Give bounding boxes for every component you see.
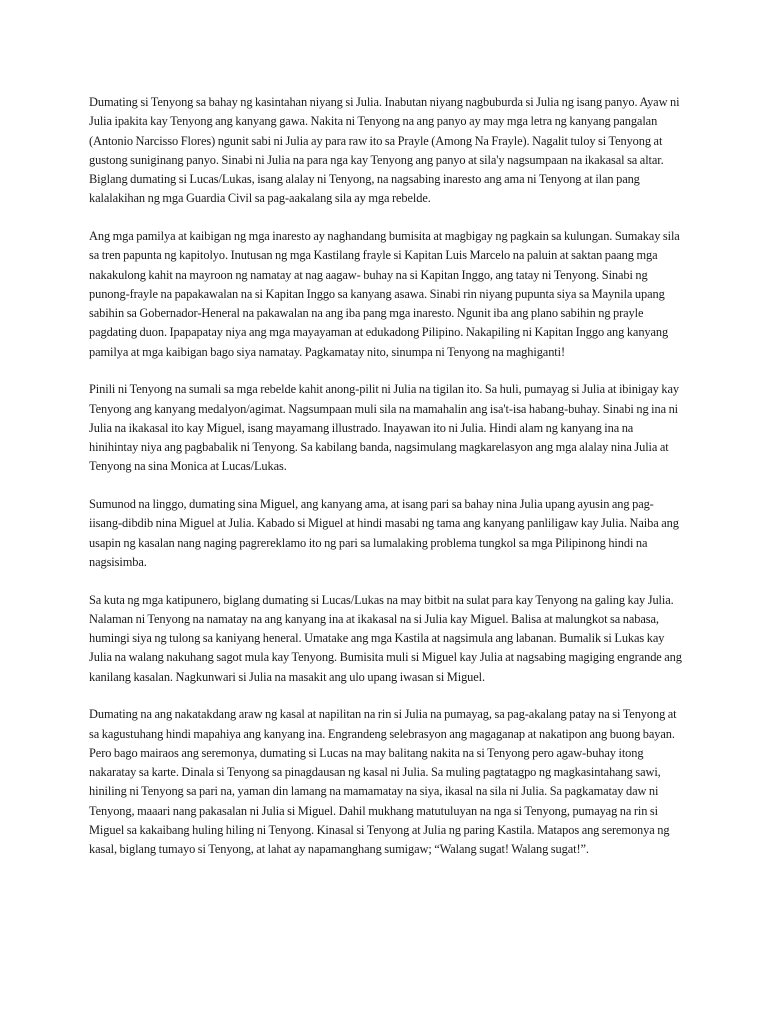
paragraph-6: Dumating na ang nakatakdang araw ng kasal at napilitan na rin si Julia na pumayag, sa pag-akalang patay na si Tenyong at sa kagustuhang hindi mapahiya ang kanyang ina. Engrandeng selebrasyon ang magaganap at nakatipon ang buong bayan. Pero bago mairaos ang seremonya, dumating si Lucas na may balitang nakita na si Tenyong pero agaw-buhay itong nakaratay sa karte. Dinala si Tenyong sa pinagdausan ng kasal ni Julia. Sa muling pagtatagpo ng magkasintahang sawi, hiniling ni Tenyong sa pari na, yaman din lamang na mamamatay na siya, ikasal na sila ni Julia. Sa pagkamatay daw ni Tenyong, maaari nang pakasalan ni Julia si Miguel. Dahil mukhang matutuluyan na nga si Tenyong, pumayag na rin si Miguel sa kakaibang huling hiling ni Tenyong. Kinasal si Tenyong at Julia ng paring Kastila. Matapos ang seremonya ng kasal, biglang tumayo si Tenyong, at lahat ay napamanghang sumigaw; “Walang sugat! Walang sugat!”. (89, 707, 677, 856)
paragraph-2: Ang mga pamilya at kaibigan ng mga inaresto ay naghandang bumisita at magbigay ng pagkain sa kulungan. Sumakay sila sa tren papunta ng kapitolyo. Inutusan ng mga Kastilang frayle si Kapitan Luis Marcelo na paluin at saktan paang mga nakakulong kahit na mayroon ng namatay at nag aagaw- buhay na si Kapitan Inggo, ang tatay ni Tenyong. Sinabi ng punong-frayle na papakawalan na si Kapitan Inggo sa kanyang asawa. Sinabi rin niyang pupunta siya sa Maynila upang sabihin sa Gobernador-Heneral na pakawalan na ang iba pang mga inaresto. Ngunit iba ang plano sabihin ng prayle pagdating duon. Ipapapatay niya ang mga mayayaman at edukadong Pilipino. Nakapiling ni Kapitan Inggo ang kanyang pamilya at mga kaibigan bago siya namatay. Pagkamatay nito, sinumpa ni Tenyong na maghiganti! (89, 229, 680, 359)
paragraph-5: Sa kuta ng mga katipunero, biglang dumating si Lucas/Lukas na may bitbit na sulat para kay Tenyong na galing kay Julia. Nalaman ni Tenyong na namatay na ang kanyang ina at ikakasal na si Julia kay Miguel. Balisa at malungkot sa nabasa, humingi siya ng tulong sa kaniyang heneral. Umatake ang mga Kastila at nagsimula ang labanan. Bumalik si Lukas kay Julia na walang nakuhang sagot mula kay Tenyong. Bumisita muli si Miguel kay Julia at nagsabing magiging engrande ang kanilang kasalan. Nagkunwari si Julia na masakit ang ulo upang iwasan si Miguel. (89, 592, 682, 684)
document-body (89, 93, 683, 878)
paragraph-1: Dumating si Tenyong sa bahay ng kasintahan niyang si Julia. Inabutan niyang nagbuburda si Julia ng isang panyo. Ayaw ni Julia ipakita kay Tenyong ang kanyang gawa. Nakita ni Tenyong na ang panyo ay may mga letra ng kanyang pangalan (Antonio Narcisso Flores) ngunit sabi ni Julia ay para raw ito sa Prayle (Among Na Frayle). Nagalit tuloy si Tenyong at gustong suniginang panyo. Sinabi ni Julia na para nga kay Tenyong ang panyo at sila'y nagsumpaan na ikakasal sa altar. Biglang dumating si Lucas/Lukas, isang alalay ni Tenyong, na nagsabing inaresto ang ama ni Tenyong at ilan pang kalalakihan ng mga Guardia Civil sa pag-aakalang sila ay mga rebelde. (89, 95, 680, 206)
paragraph-3: Pinili ni Tenyong na sumali sa mga rebelde kahit anong-pilit ni Julia na tigilan ito. Sa huli, pumayag si Julia at ibinigay kay Tenyong ang kanyang medalyon/agimat. Nagsumpaan muli sila na mamahalin ang isa't-isa habang-buhay. Sinabi ng ina ni Julia na ikakasal ito kay Miguel, isang mayamang illustrado. Inayawan ito ni Julia. Hindi alam ng kanyang ina na hinihintay niya ang pagbabalik ni Tenyong. Sa kabilang banda, nagsimulang magkarelasyon ang mga alalay nina Julia at Tenyong na sina Monica at Lucas/Lukas. (89, 382, 679, 474)
paragraph-4: Sumunod na linggo, dumating sina Miguel, ang kanyang ama, at isang pari sa bahay nina Julia upang ayusin ang pag-iisang-dibdib nina Miguel at Julia. Kabado si Miguel at hindi masabi ng tama ang kanyang panliligaw kay Julia. Naiba ang usapin ng kasalan nang naging pagrereklamo ito ng pari sa lumalaking problema tungkol sa mga Pilipinong hindi na nagsisimba. (89, 497, 679, 569)
